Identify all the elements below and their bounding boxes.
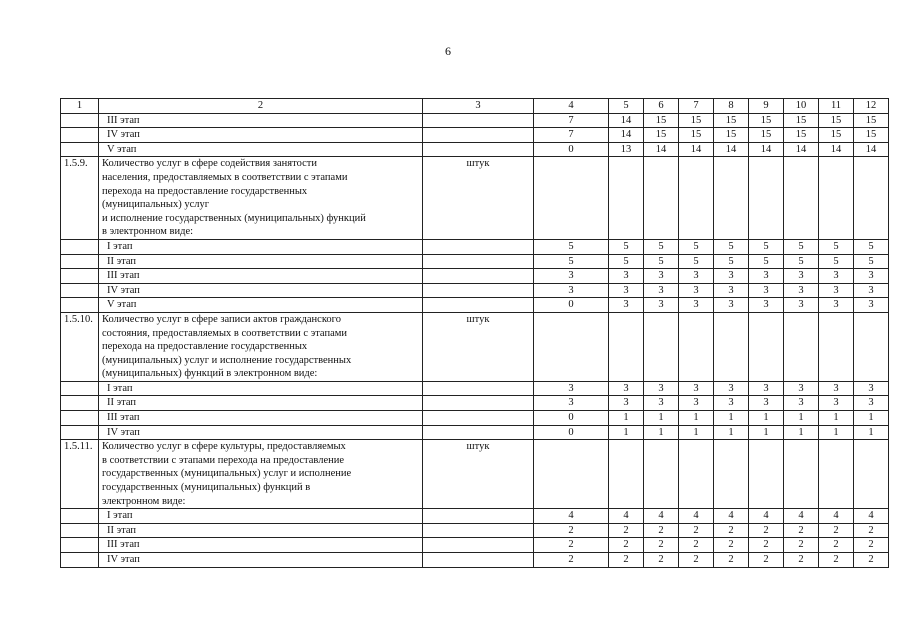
stage-value: 2: [534, 538, 609, 553]
stage-value: 14: [784, 142, 819, 157]
stage-value: 1: [784, 411, 819, 426]
stage-row: [61, 298, 889, 313]
stage-value: 3: [854, 298, 889, 313]
stage-value: 0: [534, 142, 609, 157]
stage-value: 3: [749, 396, 784, 411]
stage-number-cell: [61, 113, 99, 128]
stage-value: 5: [609, 239, 644, 254]
stage-label: IV этап: [99, 283, 423, 298]
stage-value: 13: [609, 142, 644, 157]
stage-value: 15: [714, 113, 749, 128]
stage-row: [61, 142, 889, 157]
stage-value: 15: [784, 128, 819, 143]
stage-value: 3: [714, 381, 749, 396]
indicator-description: [99, 312, 423, 381]
stage-value: 5: [714, 254, 749, 269]
stage-unit-cell: [423, 254, 534, 269]
empty-value-cell: [749, 312, 784, 381]
empty-value-cell: [609, 312, 644, 381]
stage-value: 3: [609, 396, 644, 411]
stage-value: 14: [644, 142, 679, 157]
stage-value: 3: [714, 283, 749, 298]
stage-value: 3: [784, 396, 819, 411]
column-number-cell: 5: [609, 99, 644, 114]
stage-value: 5: [854, 254, 889, 269]
stage-value: 2: [749, 553, 784, 568]
indicator-unit: штук: [423, 440, 534, 509]
stage-value: 5: [784, 239, 819, 254]
indicator-description-line: Количество услуг в сфере записи актов гражданского: [102, 313, 341, 325]
stage-row: [61, 283, 889, 298]
stage-value: 2: [714, 538, 749, 553]
stage-value: 0: [534, 425, 609, 440]
stage-value: 1: [714, 425, 749, 440]
stage-row: [61, 113, 889, 128]
stage-value: 2: [819, 553, 854, 568]
stage-value: 1: [679, 411, 714, 426]
stage-value: 15: [714, 128, 749, 143]
empty-value-cell: [714, 312, 749, 381]
indicator-number: 1.5.9.: [61, 157, 99, 240]
stage-unit-cell: [423, 113, 534, 128]
stage-value: 3: [854, 381, 889, 396]
empty-value-cell: [679, 440, 714, 509]
stage-value: 3: [679, 396, 714, 411]
stage-value: 2: [749, 538, 784, 553]
stage-value: 2: [854, 538, 889, 553]
empty-value-cell: [534, 312, 609, 381]
stage-value: 5: [819, 254, 854, 269]
stage-value: 15: [644, 113, 679, 128]
stage-value: 3: [714, 396, 749, 411]
stage-value: 1: [609, 425, 644, 440]
empty-value-cell: [679, 157, 714, 240]
stage-value: 15: [819, 128, 854, 143]
stage-value: 14: [749, 142, 784, 157]
stage-value: 3: [749, 269, 784, 284]
stage-row: [61, 381, 889, 396]
empty-value-cell: [854, 157, 889, 240]
stage-value: 5: [534, 254, 609, 269]
indicator-number: 1.5.11.: [61, 440, 99, 509]
column-number-cell: 9: [749, 99, 784, 114]
stage-value: 2: [679, 523, 714, 538]
stage-number-cell: [61, 411, 99, 426]
stage-label: III этап: [99, 538, 423, 553]
indicator-row: [61, 312, 889, 381]
stage-row: [61, 269, 889, 284]
stage-value: 1: [609, 411, 644, 426]
stage-value: 3: [679, 269, 714, 284]
stage-number-cell: [61, 396, 99, 411]
stage-value: 3: [679, 283, 714, 298]
stage-value: 0: [534, 298, 609, 313]
indicator-description-line: и исполнение государственных (муниципальных) функций: [102, 212, 366, 224]
stage-label: III этап: [99, 269, 423, 284]
stage-number-cell: [61, 553, 99, 568]
stage-row: [61, 396, 889, 411]
stage-value: 4: [784, 509, 819, 524]
stage-value: 4: [749, 509, 784, 524]
column-number-cell: 1: [61, 99, 99, 114]
stage-value: 5: [854, 239, 889, 254]
stage-number-cell: [61, 509, 99, 524]
empty-value-cell: [714, 440, 749, 509]
stage-label: V этап: [99, 142, 423, 157]
empty-value-cell: [679, 312, 714, 381]
stage-unit-cell: [423, 269, 534, 284]
column-number-cell: 12: [854, 99, 889, 114]
empty-value-cell: [784, 157, 819, 240]
stage-unit-cell: [423, 411, 534, 426]
stage-value: 1: [854, 425, 889, 440]
stage-value: 15: [644, 128, 679, 143]
indicator-description-line: государственных (муниципальных) услуг и исполнение: [102, 468, 352, 480]
stage-value: 2: [534, 523, 609, 538]
indicator-description-line: Количество услуг в сфере содействия занятости: [102, 158, 317, 170]
stage-value: 15: [784, 113, 819, 128]
stage-value: 2: [609, 523, 644, 538]
stage-value: 2: [609, 553, 644, 568]
stage-value: 3: [534, 269, 609, 284]
column-number-cell: 3: [423, 99, 534, 114]
stage-label: II этап: [99, 396, 423, 411]
indicator-description-line: состояния, предоставляемых в соответствии с этапами: [102, 327, 347, 339]
stage-value: 7: [534, 113, 609, 128]
stage-value: 5: [679, 254, 714, 269]
stage-value: 5: [644, 254, 679, 269]
stage-value: 2: [854, 553, 889, 568]
stage-value: 3: [534, 396, 609, 411]
indicator-description-line: государственных (муниципальных) функций в: [102, 482, 311, 494]
stage-value: 7: [534, 128, 609, 143]
stage-row: [61, 239, 889, 254]
stage-value: 1: [819, 411, 854, 426]
stage-value: 3: [644, 381, 679, 396]
stage-number-cell: [61, 128, 99, 143]
stage-number-cell: [61, 538, 99, 553]
stage-value: 3: [609, 298, 644, 313]
stage-value: 15: [749, 128, 784, 143]
indicator-description-line: (муниципальных) функций в электронном виде:: [102, 368, 318, 380]
stage-value: 15: [679, 113, 714, 128]
indicator-description-line: электронном виде:: [102, 495, 186, 507]
stage-value: 2: [644, 553, 679, 568]
stage-label: I этап: [99, 239, 423, 254]
empty-value-cell: [749, 157, 784, 240]
stage-value: 4: [644, 509, 679, 524]
stage-value: 0: [534, 411, 609, 426]
stage-value: 5: [749, 239, 784, 254]
stage-value: 15: [749, 113, 784, 128]
stage-value: 14: [609, 128, 644, 143]
empty-value-cell: [854, 312, 889, 381]
indicator-description-line: Количество услуг в сфере культуры, предоставляемых: [102, 441, 346, 453]
column-number-cell: 2: [99, 99, 423, 114]
stage-value: 2: [854, 523, 889, 538]
stage-number-cell: [61, 298, 99, 313]
stage-value: 1: [644, 411, 679, 426]
stage-value: 5: [784, 254, 819, 269]
indicator-description-line: перехода на предоставление государственных: [102, 185, 308, 197]
indicator-description-line: (муниципальных) услуг и исполнение государственных: [102, 354, 352, 366]
stage-value: 3: [609, 283, 644, 298]
page-number: 6: [445, 44, 451, 58]
stage-row: [61, 425, 889, 440]
stage-value: 14: [609, 113, 644, 128]
stage-value: 2: [679, 538, 714, 553]
stage-value: 3: [714, 298, 749, 313]
stage-unit-cell: [423, 283, 534, 298]
stage-value: 3: [819, 269, 854, 284]
indicator-row: [61, 157, 889, 240]
stage-value: 3: [679, 298, 714, 313]
stage-value: 1: [749, 411, 784, 426]
stage-value: 3: [644, 269, 679, 284]
empty-value-cell: [534, 440, 609, 509]
indicator-row: [61, 440, 889, 509]
stage-number-cell: [61, 239, 99, 254]
stage-value: 14: [679, 142, 714, 157]
empty-value-cell: [749, 440, 784, 509]
stage-row: [61, 523, 889, 538]
stage-number-cell: [61, 269, 99, 284]
column-number-cell: 11: [819, 99, 854, 114]
empty-value-cell: [784, 312, 819, 381]
stage-unit-cell: [423, 523, 534, 538]
stage-value: 2: [784, 538, 819, 553]
stage-number-cell: [61, 142, 99, 157]
stage-value: 3: [749, 381, 784, 396]
indicator-description-line: перехода на предоставление государственных: [102, 341, 308, 353]
indicator-description-line: в соответствии с этапами перехода на предоставление: [102, 454, 345, 466]
stage-label: III этап: [99, 113, 423, 128]
stage-value: 1: [714, 411, 749, 426]
stage-value: 14: [714, 142, 749, 157]
stage-value: 3: [644, 298, 679, 313]
stage-value: 4: [819, 509, 854, 524]
stage-value: 3: [819, 283, 854, 298]
stage-value: 3: [784, 269, 819, 284]
stage-value: 2: [714, 523, 749, 538]
stage-value: 2: [749, 523, 784, 538]
empty-value-cell: [854, 440, 889, 509]
stage-value: 3: [609, 269, 644, 284]
stage-label: V этап: [99, 298, 423, 313]
stage-label: IV этап: [99, 128, 423, 143]
stage-value: 1: [644, 425, 679, 440]
stage-value: 14: [819, 142, 854, 157]
indicator-unit: штук: [423, 312, 534, 381]
indicator-description-line: в электронном виде:: [102, 226, 194, 238]
stage-unit-cell: [423, 381, 534, 396]
stage-value: 5: [644, 239, 679, 254]
stage-value: 3: [784, 283, 819, 298]
column-number-cell: 7: [679, 99, 714, 114]
stage-value: 2: [534, 553, 609, 568]
indicator-unit: штук: [423, 157, 534, 240]
stage-row: [61, 254, 889, 269]
stage-label: I этап: [99, 509, 423, 524]
empty-value-cell: [609, 157, 644, 240]
stage-row: [61, 128, 889, 143]
stage-value: 2: [819, 538, 854, 553]
column-number-cell: 6: [644, 99, 679, 114]
indicator-number: 1.5.10.: [61, 312, 99, 381]
stage-value: 2: [714, 553, 749, 568]
stage-row: [61, 553, 889, 568]
stage-value: 5: [609, 254, 644, 269]
stage-value: 3: [819, 381, 854, 396]
stage-value: 3: [749, 283, 784, 298]
stage-unit-cell: [423, 128, 534, 143]
stage-value: 3: [749, 298, 784, 313]
stage-row: [61, 411, 889, 426]
stage-value: 1: [784, 425, 819, 440]
stage-value: 3: [714, 269, 749, 284]
empty-value-cell: [644, 440, 679, 509]
stage-value: 15: [854, 128, 889, 143]
stage-number-cell: [61, 425, 99, 440]
indicators-table: [60, 98, 889, 568]
indicator-description-line: населения, предоставляемых в соответствии с этапами: [102, 171, 348, 183]
stage-value: 1: [819, 425, 854, 440]
stage-value: 1: [679, 425, 714, 440]
stage-unit-cell: [423, 553, 534, 568]
stage-value: 3: [679, 381, 714, 396]
stage-value: 3: [644, 283, 679, 298]
stage-unit-cell: [423, 538, 534, 553]
stage-unit-cell: [423, 142, 534, 157]
stage-unit-cell: [423, 425, 534, 440]
indicator-description: [99, 440, 423, 509]
stage-value: 3: [819, 396, 854, 411]
stage-value: 5: [749, 254, 784, 269]
stage-value: 2: [609, 538, 644, 553]
stage-label: II этап: [99, 254, 423, 269]
stage-unit-cell: [423, 239, 534, 254]
column-number-cell: 8: [714, 99, 749, 114]
stage-value: 2: [644, 538, 679, 553]
stage-value: 3: [784, 298, 819, 313]
stage-label: II этап: [99, 523, 423, 538]
stage-value: 2: [679, 553, 714, 568]
stage-row: [61, 509, 889, 524]
empty-value-cell: [819, 312, 854, 381]
stage-value: 4: [534, 509, 609, 524]
empty-value-cell: [644, 312, 679, 381]
stage-unit-cell: [423, 298, 534, 313]
stage-value: 5: [679, 239, 714, 254]
indicator-description-line: (муниципальных) услуг: [102, 199, 210, 211]
stage-number-cell: [61, 254, 99, 269]
stage-value: 3: [784, 381, 819, 396]
empty-value-cell: [819, 157, 854, 240]
stage-unit-cell: [423, 509, 534, 524]
column-number-cell: 10: [784, 99, 819, 114]
stage-value: 15: [679, 128, 714, 143]
stage-value: 4: [714, 509, 749, 524]
stage-value: 2: [784, 553, 819, 568]
stage-number-cell: [61, 523, 99, 538]
empty-value-cell: [609, 440, 644, 509]
stage-unit-cell: [423, 396, 534, 411]
stage-row: [61, 538, 889, 553]
stage-label: I этап: [99, 381, 423, 396]
stage-value: 3: [644, 396, 679, 411]
stage-value: 3: [534, 283, 609, 298]
empty-value-cell: [784, 440, 819, 509]
empty-value-cell: [714, 157, 749, 240]
stage-value: 15: [819, 113, 854, 128]
stage-value: 2: [644, 523, 679, 538]
stage-value: 3: [854, 269, 889, 284]
stage-value: 3: [534, 381, 609, 396]
stage-label: IV этап: [99, 425, 423, 440]
stage-value: 15: [854, 113, 889, 128]
stage-value: 3: [609, 381, 644, 396]
empty-value-cell: [644, 157, 679, 240]
stage-value: 3: [819, 298, 854, 313]
column-number-row: [61, 99, 889, 114]
empty-value-cell: [819, 440, 854, 509]
empty-value-cell: [534, 157, 609, 240]
stage-label: III этап: [99, 411, 423, 426]
stage-value: 2: [784, 523, 819, 538]
stage-label: IV этап: [99, 553, 423, 568]
stage-value: 1: [749, 425, 784, 440]
stage-value: 2: [819, 523, 854, 538]
stage-value: 5: [819, 239, 854, 254]
stage-value: 3: [854, 396, 889, 411]
stage-value: 1: [854, 411, 889, 426]
stage-value: 14: [854, 142, 889, 157]
stage-value: 5: [714, 239, 749, 254]
stage-value: 3: [854, 283, 889, 298]
stage-value: 4: [679, 509, 714, 524]
stage-value: 4: [609, 509, 644, 524]
indicator-description: [99, 157, 423, 240]
stage-value: 5: [534, 239, 609, 254]
stage-number-cell: [61, 283, 99, 298]
stage-value: 4: [854, 509, 889, 524]
stage-number-cell: [61, 381, 99, 396]
column-number-cell: 4: [534, 99, 609, 114]
